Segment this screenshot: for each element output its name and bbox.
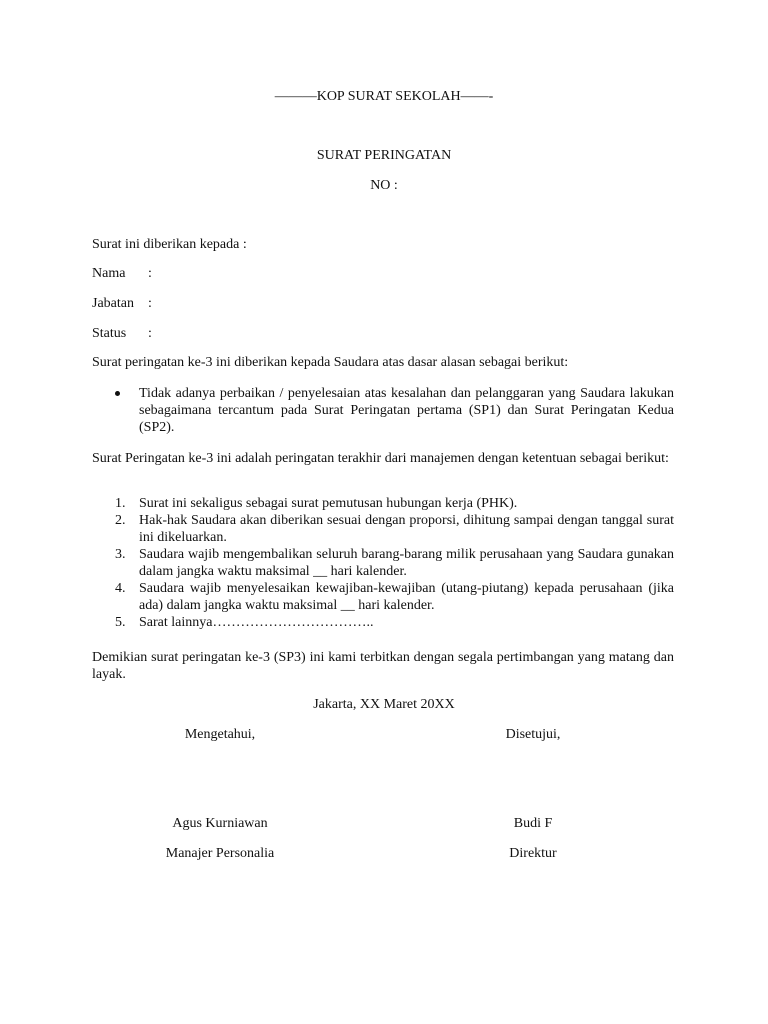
- list-item: [92, 546, 674, 580]
- list-item: [92, 385, 674, 436]
- bullet-icon: [115, 391, 120, 396]
- term-text: Surat ini sekaligus sebagai surat pemutusan hubungan kerja (PHK).: [139, 496, 518, 511]
- field-nama-separator: :: [148, 266, 152, 281]
- reason-intro: Surat peringatan ke-3 ini diberikan kepada Saudara atas dasar alasan sebagai berikut:: [92, 355, 569, 370]
- signature-right-position: Direktur: [509, 846, 557, 861]
- document-number: NO :: [370, 178, 398, 193]
- term-text: Hak-hak Saudara akan diberikan sesuai dengan proporsi, dihitung sampai dengan tanggal surat ini dikeluarkan.: [139, 513, 674, 545]
- list-item: [92, 614, 674, 631]
- list-number: 2.: [115, 513, 126, 528]
- field-jabatan: [92, 295, 152, 312]
- terms-list: [92, 495, 674, 631]
- list-number: 5.: [115, 615, 126, 630]
- field-nama-label: Nama: [92, 266, 126, 281]
- intro-text: Surat ini diberikan kepada :: [92, 237, 247, 252]
- field-nama: [92, 265, 152, 282]
- closing-paragraph: Demikian surat peringatan ke-3 (SP3) ini kami terbitkan dengan segala pertimbangan yang matang dan layak.: [92, 650, 674, 682]
- field-status: [92, 325, 152, 342]
- terms-intro: Surat Peringatan ke-3 ini adalah peringatan terakhir dari manajemen dengan ketentuan sebagai berikut:: [92, 451, 669, 466]
- letterhead: ———KOP SURAT SEKOLAH——-: [274, 89, 494, 104]
- signature-left-name: Agus Kurniawan: [172, 816, 268, 831]
- field-status-label: Status: [92, 326, 127, 341]
- signature-left-caption: Mengetahui,: [184, 727, 256, 742]
- field-status-separator: :: [148, 326, 152, 341]
- term-text: Saudara wajib mengembalikan seluruh barang-barang milik perusahaan yang Saudara gunakan dalam jangka waktu maksimal __ hari kalender.: [139, 547, 674, 579]
- list-item: [92, 512, 674, 546]
- reason-list: [92, 385, 674, 436]
- list-number: 4.: [115, 581, 126, 596]
- list-item: [92, 580, 674, 614]
- field-jabatan-separator: :: [148, 296, 152, 311]
- term-text: Saudara wajib menyelesaikan kewajiban-kewajiban (utang-piutang) kepada perusahaan (jika ada) dalam jangka waktu maksimal __ hari kalender.: [139, 581, 674, 613]
- reason-text: Tidak adanya perbaikan / penyelesaian atas kesalahan dan pelanggaran yang Saudara lakukan sebagaimana tercantum pada Surat Peringatan pertama (SP1) dan Surat Peringatan Kedua (SP2).: [139, 386, 674, 435]
- signature-left-position: Manajer Personalia: [165, 846, 275, 861]
- list-item: [92, 495, 674, 512]
- place-date: Jakarta, XX Maret 20XX: [313, 697, 455, 712]
- field-jabatan-label: Jabatan: [92, 296, 134, 311]
- signature-right-name: Budi F: [513, 816, 553, 831]
- list-number: 1.: [115, 496, 126, 511]
- list-number: 3.: [115, 547, 126, 562]
- signature-right-caption: Disetujui,: [505, 727, 561, 742]
- term-text: Sarat lainnya……………………………..: [139, 615, 374, 630]
- document-title: SURAT PERINGATAN: [316, 148, 452, 163]
